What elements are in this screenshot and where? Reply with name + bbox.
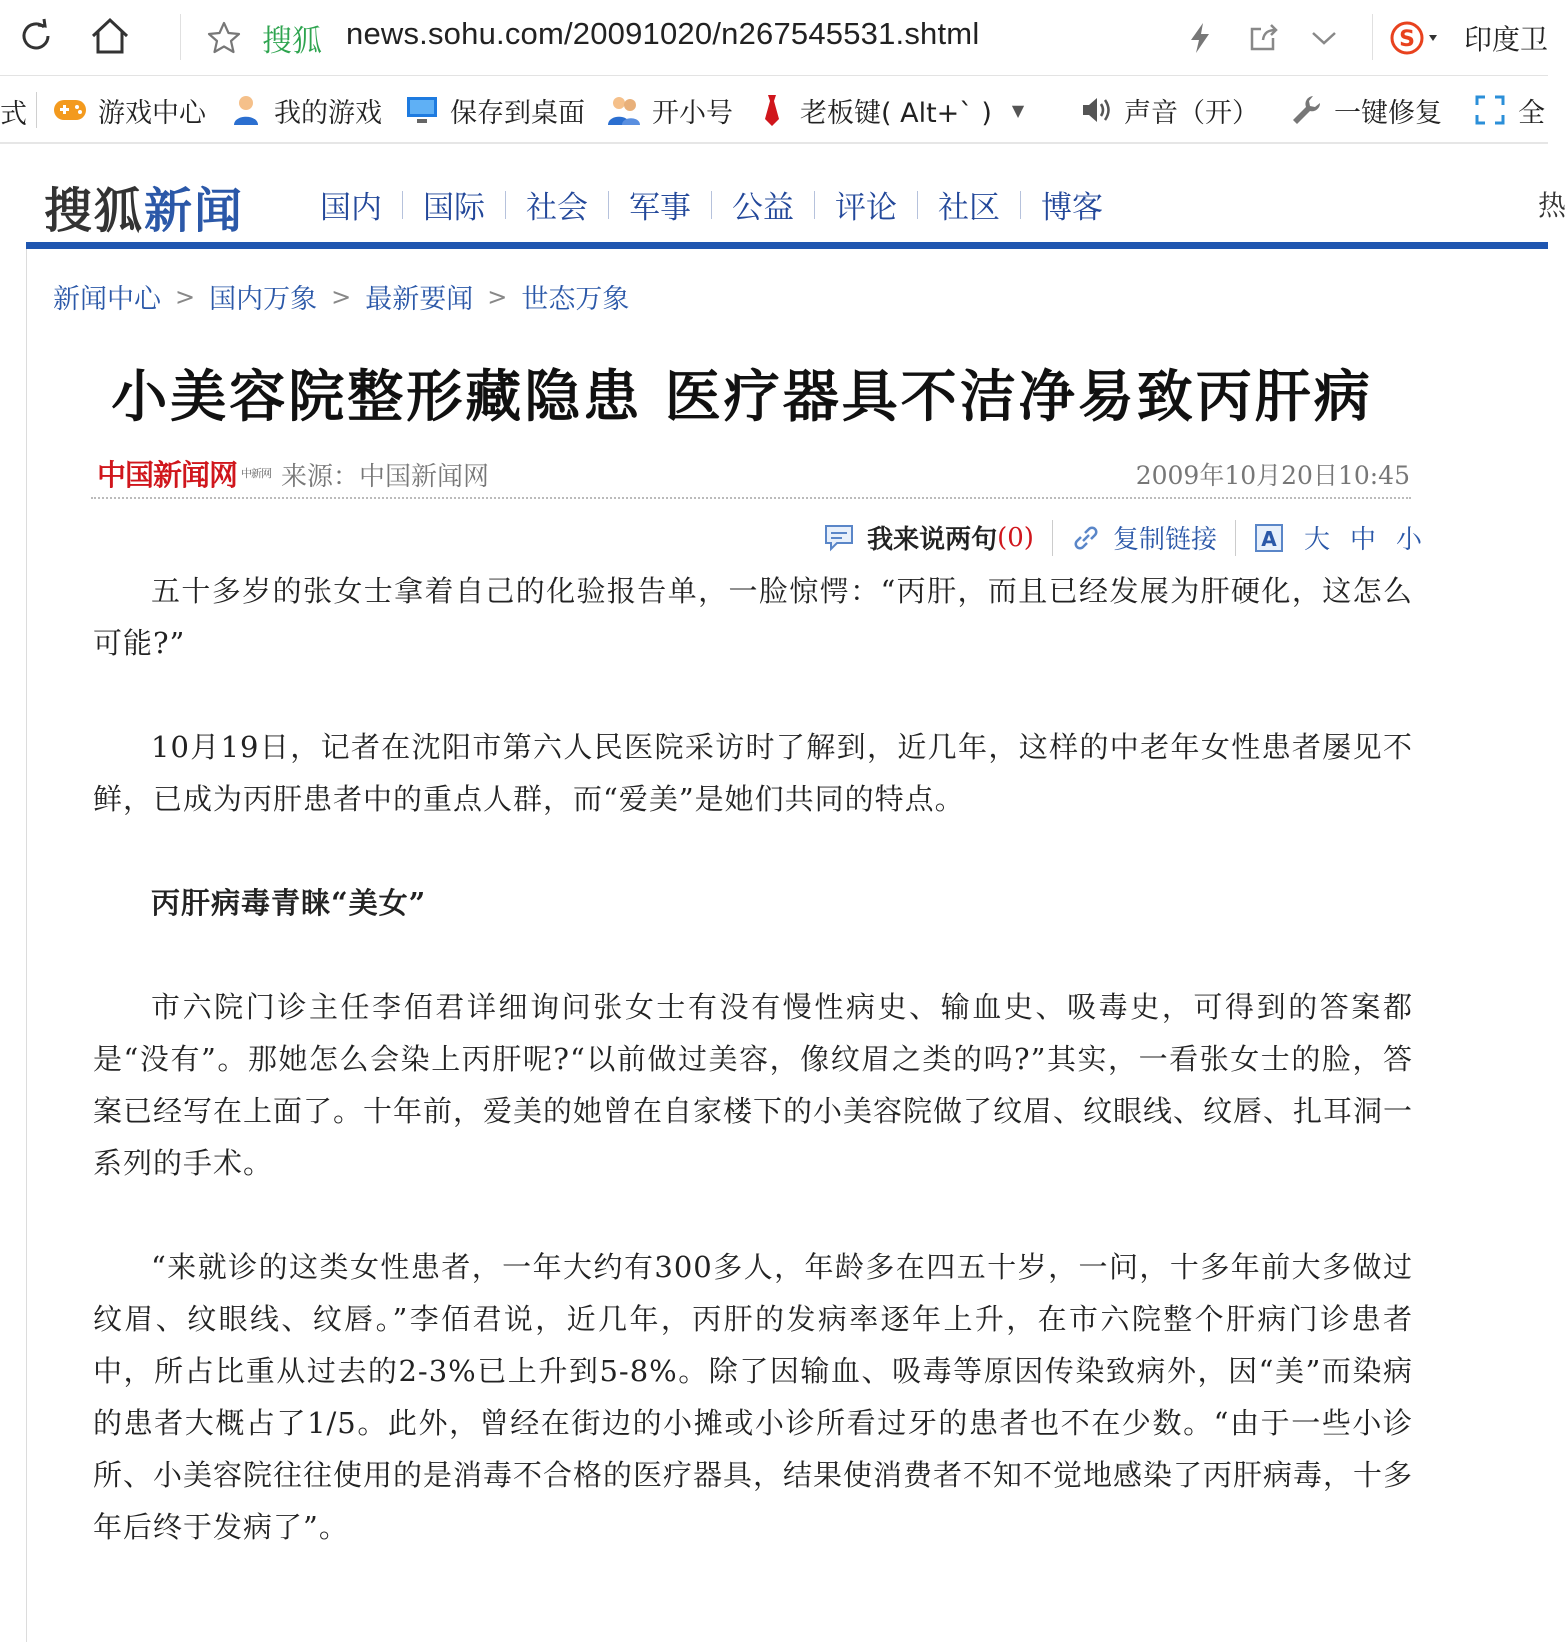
font-size-medium[interactable]: 中	[1349, 525, 1376, 555]
sohu-news-logo[interactable]: 搜狐新闻	[44, 183, 245, 239]
chevron-down-icon[interactable]: ▼	[1011, 100, 1025, 120]
article-paragraph: 10月19日，记者在沈阳市第六人民医院采访时了解到，近几年，这样的中老年女性患者屡见不鲜，已成为丙肝患者中的重点人群，而“爱美”是她们共同的特点。	[93, 730, 1413, 816]
url-field[interactable]: news.sohu.com/20091020/n267545531.shtml	[346, 16, 980, 51]
bookmark-boss-key[interactable]	[754, 88, 1024, 132]
bookmark-cut-label[interactable]: 式	[0, 99, 27, 130]
search-engine-label[interactable]: 印度卫	[1464, 23, 1549, 56]
sohu-news-header	[0, 144, 1566, 248]
bookmark-star-icon[interactable]	[204, 18, 244, 58]
svg-text:S: S	[1399, 27, 1415, 52]
svg-text:A: A	[1261, 526, 1277, 551]
bookmark-label: 全	[1518, 97, 1545, 129]
bookmark-sound-toggle[interactable]	[1078, 88, 1259, 132]
breadcrumb-link[interactable]: 世态万象	[521, 284, 630, 315]
link-icon	[1071, 523, 1101, 553]
users-icon	[606, 92, 642, 128]
bookmark-label: 声音（开）	[1124, 97, 1259, 129]
refresh-icon[interactable]	[12, 12, 60, 60]
channel-link[interactable]: 社会	[526, 190, 588, 226]
comment-button[interactable]: 我来说两句 (0)	[823, 519, 1034, 556]
channel-link[interactable]: 评论	[835, 190, 897, 226]
address-bar	[0, 0, 1548, 76]
channel-link-cut[interactable]: 热	[1538, 189, 1566, 222]
fullscreen-icon	[1472, 92, 1508, 128]
chevron-right-icon: >	[331, 282, 352, 311]
channel-link[interactable]: 博客	[1041, 190, 1103, 226]
site-name: 搜狐	[262, 24, 322, 59]
bookmark-label: 游戏中心	[98, 97, 206, 129]
article-subheading: 丙肝病毒青睐“美女”	[151, 886, 427, 920]
header-rule	[26, 242, 1548, 249]
article-paragraph: 市六院门诊主任李佰君详细询问张女士有没有慢性病史、输血史、吸毒史，可得到的答案都是“没有”。那她怎么会染上丙肝呢?“以前做过美容，像纹眉之类的吗?”其实，一看张女士的脸，答案已经写在上面了。十年前，爱美的她曾在自家楼下的小美容院做了纹眉、纹眼线、纹唇、扎耳洞一系列的手术。	[93, 990, 1414, 1180]
article-body	[93, 565, 1413, 1605]
article-paragraph: “来就诊的这类女性患者，一年大约有300多人，年龄多在四五十岁，一问，十多年前大多做过纹眉、纹眼线、纹唇。”李佰君说，近几年，丙肝的发病率逐年上升，在市六院整个肝病门诊患者中，所占比重从过去的2-3%已上升到5-8%。除了因输血、吸毒等原因传染致病外，因“美”而染病的患者大概占了1/5。此外，曾经在街边的小摊或小诊所看过牙的患者也不在少数。“由于一些小诊所、小美容院往往使用的是消毒不合格的医疗器具，结果使消费者不知不觉地感染了丙肝病毒，十多年后终于发病了”。	[93, 1250, 1414, 1544]
channel-link[interactable]: 军事	[629, 190, 691, 226]
toolbar-divider	[1372, 14, 1373, 60]
bookmark-open-alt[interactable]	[606, 88, 733, 132]
tools-divider	[1052, 520, 1053, 556]
comment-icon	[823, 523, 855, 553]
publish-date: 2009年10月20日10:45	[1135, 461, 1410, 490]
toolbar-divider	[180, 14, 181, 60]
font-size-small[interactable]: 小	[1395, 525, 1422, 555]
bookmarks-bar	[0, 76, 1548, 144]
bookmark-game-center[interactable]	[52, 88, 206, 132]
tools-divider	[1235, 520, 1236, 556]
share-icon[interactable]	[1244, 18, 1284, 58]
gamepad-icon	[52, 92, 88, 128]
channel-nav	[300, 182, 1123, 227]
bookmark-label: 老板键( Alt+` )	[800, 97, 992, 129]
article-headline: 小美容院整形藏隐患 医疗器具不洁净易致丙肝病	[111, 364, 1373, 430]
tie-icon	[754, 92, 790, 128]
bookmark-save-desktop[interactable]	[404, 88, 585, 132]
monitor-icon	[404, 92, 440, 128]
source-logo[interactable]: 中国新闻网 中新网	[97, 457, 272, 492]
bookmark-label: 保存到桌面	[450, 97, 585, 129]
channel-link[interactable]: 社区	[938, 190, 1000, 226]
bookmark-label: 开小号	[652, 97, 733, 129]
article-paragraph: 五十多岁的张女士拿着自己的化验报告单，一脸惊愕：“丙肝，而且已经发展为肝硬化，这怎么可能?”	[93, 574, 1413, 660]
bookmark-fullscreen[interactable]	[1472, 88, 1545, 132]
breadcrumb	[53, 277, 629, 316]
article-tools	[823, 519, 1422, 556]
font-size-large[interactable]: 大	[1303, 525, 1330, 555]
breadcrumb-link[interactable]: 国内万象	[209, 284, 318, 315]
chevron-down-icon[interactable]	[1304, 18, 1344, 58]
font-size-tool	[1254, 519, 1422, 556]
channel-link[interactable]: 国际	[423, 190, 485, 226]
home-icon[interactable]	[86, 12, 134, 60]
font-size-icon	[1254, 523, 1284, 553]
chevron-right-icon: >	[487, 282, 508, 311]
user-icon	[228, 92, 264, 128]
sogou-search-icon[interactable]	[1388, 18, 1448, 58]
speaker-icon	[1078, 92, 1114, 128]
channel-link[interactable]: 公益	[732, 190, 794, 226]
channel-link[interactable]: 国内	[320, 190, 382, 226]
article	[26, 249, 1548, 1642]
bookmark-label: 我的游戏	[274, 97, 382, 129]
bookmark-my-games[interactable]	[228, 88, 382, 132]
bookmark-label: 一键修复	[1334, 97, 1442, 129]
bookmark-one-click-fix[interactable]	[1288, 88, 1442, 132]
article-source: 来源：中国新闻网	[281, 462, 490, 492]
wrench-icon	[1288, 92, 1324, 128]
breadcrumb-link[interactable]: 最新要闻	[365, 284, 474, 315]
meta-divider	[91, 497, 1411, 499]
bookmarks-divider	[36, 92, 37, 128]
breadcrumb-link[interactable]: 新闻中心	[53, 284, 161, 315]
chevron-right-icon: >	[175, 282, 196, 311]
lightning-icon[interactable]	[1180, 18, 1220, 58]
copy-link-button[interactable]: 复制链接	[1071, 519, 1217, 556]
